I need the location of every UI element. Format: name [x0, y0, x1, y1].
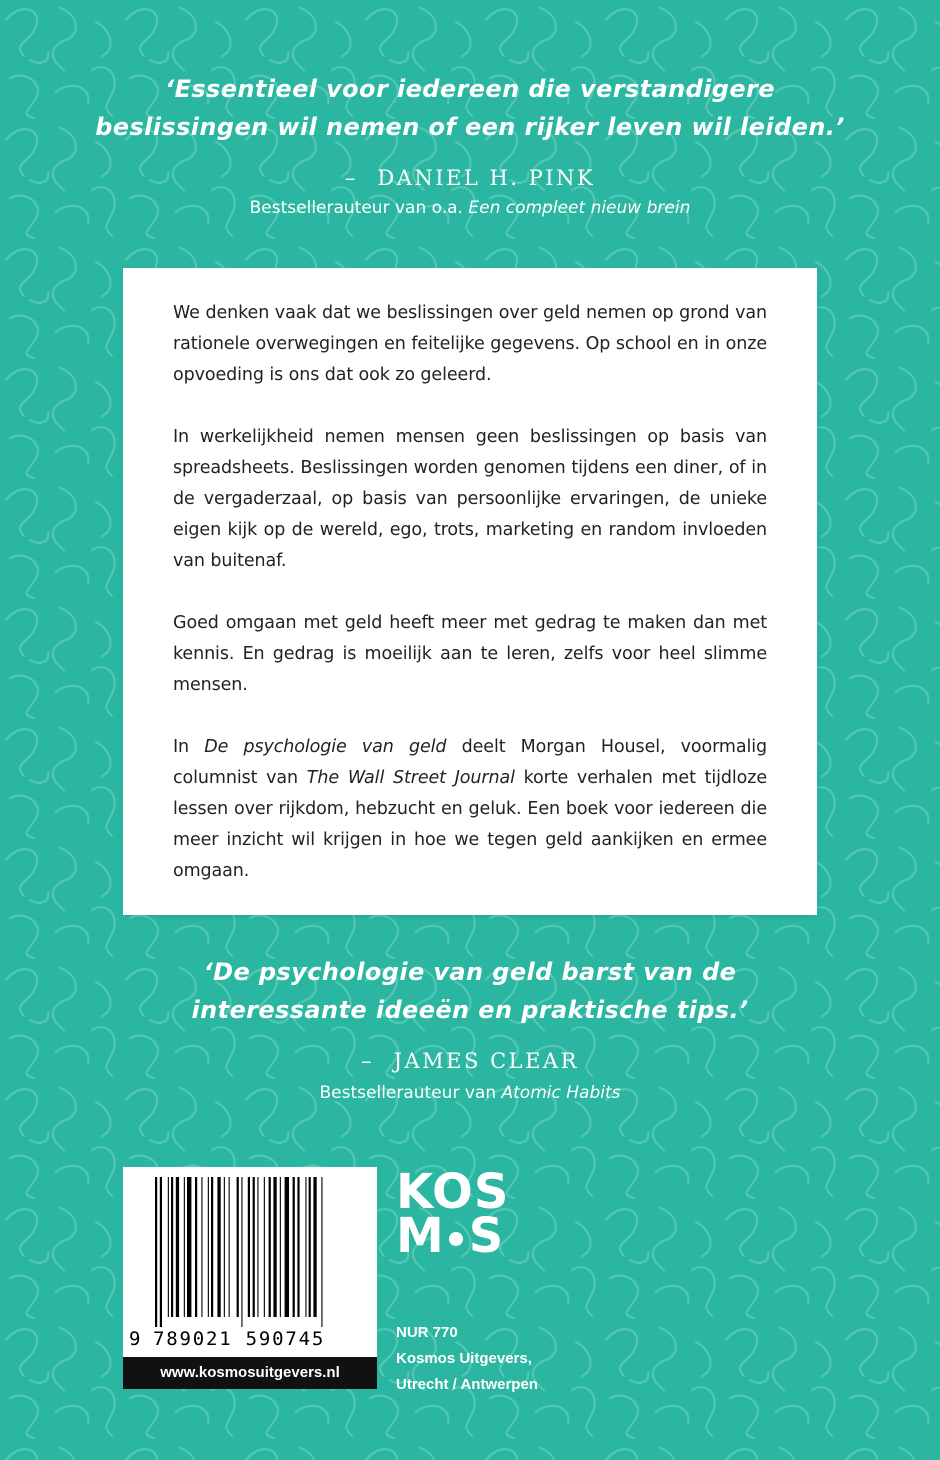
barcode-bar	[313, 1177, 316, 1317]
top-quote-line-1: ‘Essentieel voor iedereen die verstandigere	[165, 75, 775, 103]
logo-letter-s: S	[468, 1208, 505, 1264]
nur-code: NUR 770	[396, 1324, 458, 1341]
blurb-panel	[123, 268, 817, 915]
blurb-journal-title: The Wall Street Journal	[306, 768, 515, 788]
barcode-bar	[309, 1177, 311, 1317]
barcode-bar	[211, 1177, 213, 1317]
isbn-digits: 789021 590745	[153, 1328, 326, 1350]
barcode-bar	[248, 1177, 250, 1317]
bottom-quote-line-2: interessante ideeën en praktische tips.’	[191, 996, 749, 1024]
barcode-bar	[224, 1177, 225, 1317]
bottom-quote	[0, 953, 940, 1029]
bottom-quote-role-title: Atomic Habits	[501, 1083, 621, 1103]
barcode-icon	[153, 1177, 353, 1327]
bottom-quote-line-1: ‘De psychologie van geld barst van de	[203, 958, 737, 986]
barcode-bar	[297, 1177, 299, 1317]
top-quote-role-prefix: Bestsellerauteur van o.a.	[249, 198, 463, 218]
barcode-bar	[321, 1177, 322, 1327]
logo-row-1: KOS	[396, 1164, 510, 1220]
barcode-bar	[241, 1177, 242, 1327]
isbn-first-digit: 9	[129, 1328, 141, 1350]
barcode-bar	[176, 1177, 179, 1317]
barcode-bar	[293, 1177, 295, 1317]
blurb-paragraph-2: In werkelijkheid nemen mensen geen beslissingen op basis van spreadsheets. Beslissingen worden genomen tijdens een diner, of in de vergaderzaal, op basis van persoonlijke ervaringen, de unieke eigen kijk op de wereld, ego, trots, marketing en random invloeden van buitenaf.	[173, 427, 767, 571]
publisher-url: www.kosmosuitgevers.nl	[123, 1357, 377, 1389]
barcode-bar	[208, 1177, 209, 1317]
barcode-bar	[155, 1177, 157, 1327]
barcode-bar	[184, 1177, 185, 1317]
barcode-bar	[187, 1177, 191, 1317]
bottom-quote-author-name: JAMES CLEAR	[393, 1049, 579, 1073]
barcode-bar	[237, 1177, 239, 1317]
bottom-quote-dash: –	[361, 1049, 372, 1073]
barcode-bar	[264, 1177, 265, 1317]
barcode-bar	[285, 1177, 289, 1317]
barcode-bar	[160, 1177, 162, 1327]
top-quote-role	[0, 198, 940, 218]
barcode-bar	[305, 1177, 306, 1317]
blurb-p4-e: korte verhalen met tijdloze lessen over rijkdom, hebzucht en geluk. Een boek voor iedereen die meer inzicht wil krijgen in hoe we tegen geld aankijken en ermee omgaan.	[173, 768, 768, 881]
barcode-bar	[253, 1177, 255, 1317]
blurb-paragraph-3: Goed omgaan met geld heeft meer met gedrag te maken dan met kennis. En gedrag is moeilijk aan te leren, zelfs voor heel slimme mensen.	[173, 613, 767, 695]
barcode-box	[123, 1167, 377, 1389]
top-quote-author-name: DANIEL H. PINK	[377, 166, 596, 190]
blurb-p4-a: In	[173, 737, 190, 757]
top-quote-line-2: beslissingen wil nemen of een rijker leven wil leiden.’	[95, 113, 845, 141]
bottom-quote-author	[0, 1049, 940, 1073]
blurb-book-title: De psychologie van geld	[204, 737, 447, 757]
barcode-bar	[257, 1177, 258, 1317]
blurb-p4-c: deelt Morgan Housel, voormalig columnist van	[173, 737, 768, 788]
publisher-location: Utrecht / Antwerpen	[396, 1376, 538, 1393]
logo-row-2	[396, 1208, 505, 1264]
top-quote-author	[0, 166, 940, 190]
publisher-name: Kosmos Uitgevers,	[396, 1350, 532, 1367]
kosmos-logo	[396, 1164, 526, 1264]
top-quote	[0, 70, 940, 146]
top-quote-role-title: Een compleet nieuw brein	[468, 198, 691, 218]
barcode-bar	[217, 1177, 220, 1317]
bottom-quote-role	[0, 1083, 940, 1103]
blurb-paragraph-1: We denken vaak dat we beslissingen over geld nemen op grond van rationele overwegingen en feitelijke gegevens. Op school en in onze opvoeding is ons dat ook zo geleerd.	[173, 303, 767, 385]
top-quote-dash: –	[344, 166, 356, 190]
barcode-bar	[280, 1177, 281, 1317]
blurb-paragraph-4	[173, 732, 767, 887]
barcode-bar	[168, 1177, 169, 1317]
barcode-bar	[229, 1177, 230, 1317]
logo-dot-icon	[449, 1232, 463, 1246]
barcode-bar	[269, 1177, 271, 1317]
barcode-bar	[195, 1177, 197, 1317]
bottom-quote-role-prefix: Bestsellerauteur van	[319, 1083, 497, 1103]
barcode-bar	[171, 1177, 173, 1317]
barcode-bar	[201, 1177, 202, 1317]
barcode-bar	[273, 1177, 276, 1317]
logo-letter-m: M	[396, 1208, 445, 1264]
